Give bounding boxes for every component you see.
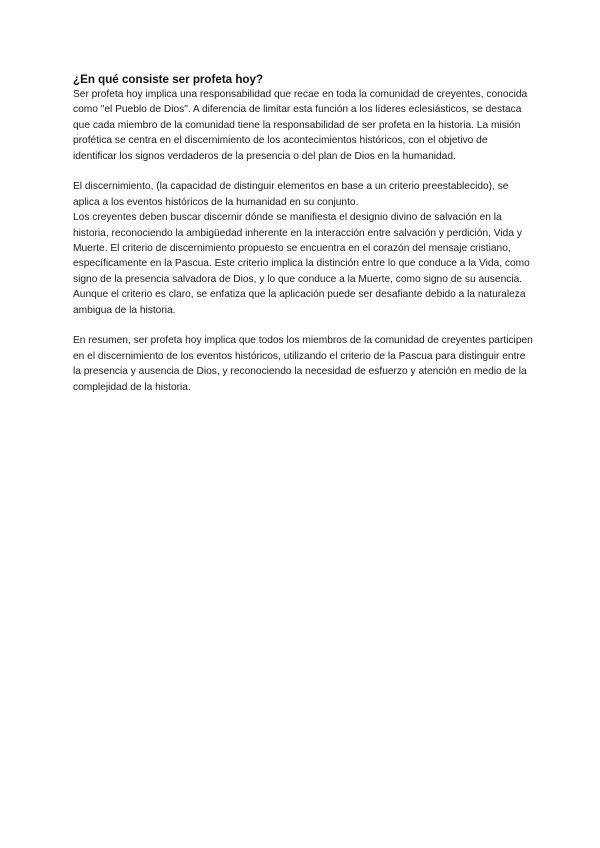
paragraph-spacer — [73, 318, 533, 333]
document-title: ¿En qué consiste ser profeta hoy? — [73, 73, 264, 86]
paragraph-criterion: Los creyentes deben buscar discernir dónde se manifiesta el designio divino de salvación en la historia, reconociendo la ambigüedad inherente en la interacción entre salvación y perdición, Vida y Muerte. El criterio de discernimiento propuesto se encuentra en el corazón del mensaje cristiano, específicamente en la Pascua. Este criterio implica la distinción entre lo que conduce a la Vida, como signo de la presencia salvadora de Dios, y lo que conduce a la Muerte, como signo de su ausencia. Aunque el criterio es claro, se enfatiza que la aplicación puede ser desafiante debido a la naturaleza ambigua de la historia. — [73, 212, 530, 316]
paragraph-intro: Ser profeta hoy implica una responsabilidad que recae en toda la comunidad de creyentes, conocida como "el Pueblo de Dios". A diferencia de limitar esta función a los líderes eclesiásticos, se destaca que cada miembro de la comunidad tiene la responsabilidad de ser profeta en la historia. La misión profética se centra en el discernimiento de los acontecimientos históricos, con el objetivo de identificar los signos verdaderos de la presencia o del plan de Dios en la humanidad. — [73, 89, 528, 162]
paragraph-spacer — [73, 164, 533, 179]
paragraph-summary: En resumen, ser profeta hoy implica que todos los miembros de la comunidad de creyentes participen en el discernimiento de los eventos históricos, utilizando el criterio de la Pascua para distinguir entre la presencia y ausencia de Dios, y reconociendo la necesidad de esfuerzo y atención en medio de la complejidad de la historia. — [73, 335, 533, 393]
document-body — [73, 72, 533, 395]
paragraph-discernment: El discernimiento, (la capacidad de distinguir elementos en base a un criterio preestablecido), se aplica a los eventos históricos de la humanidad en su conjunto. — [73, 181, 509, 208]
